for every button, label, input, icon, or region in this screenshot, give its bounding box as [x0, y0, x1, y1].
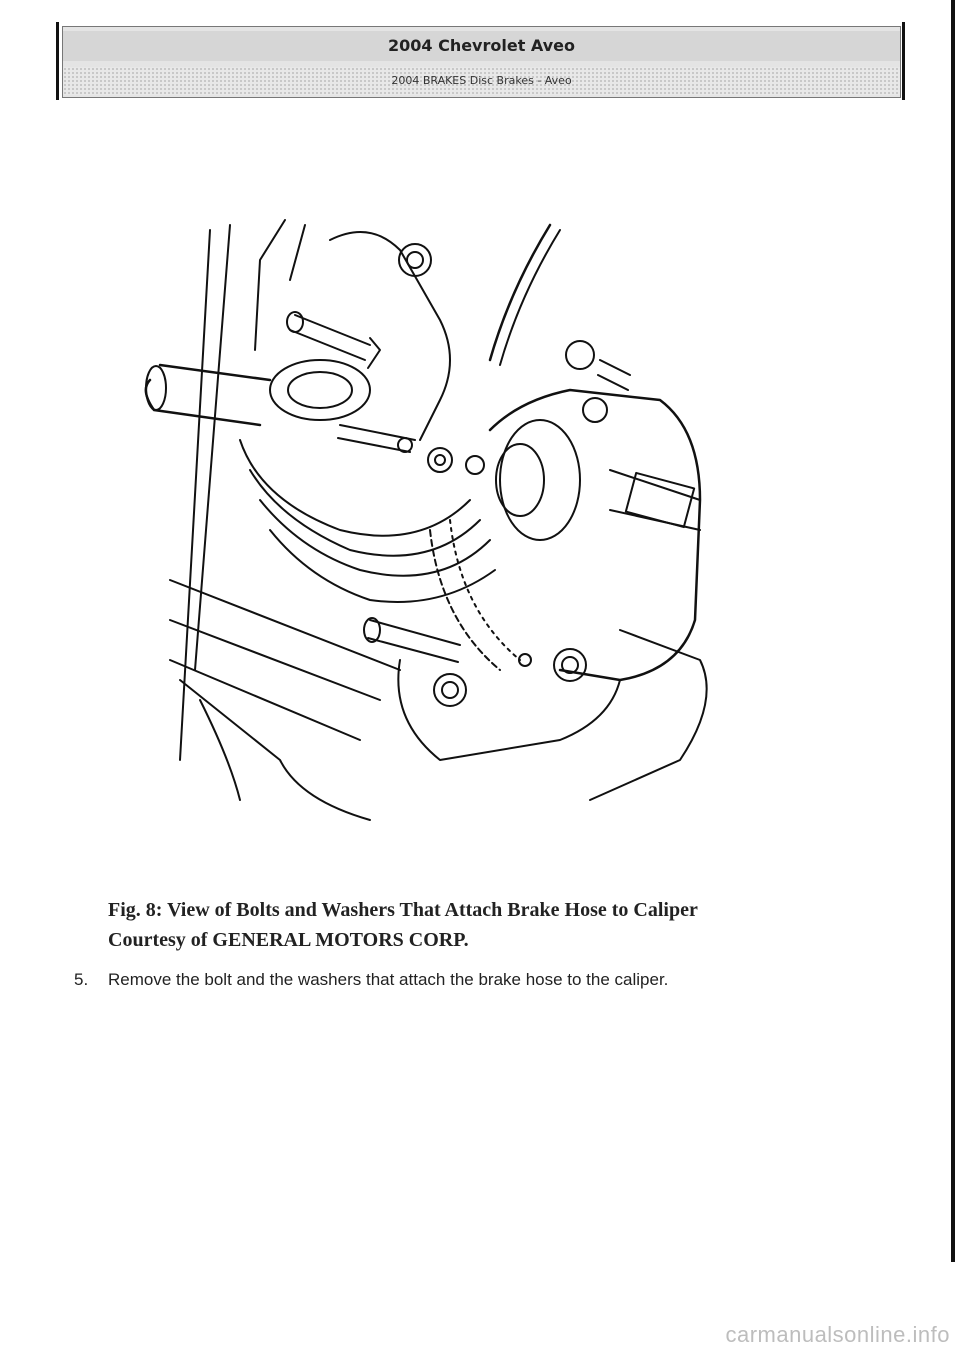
procedure-step: [74, 968, 834, 992]
brake-caliper-illustration: [140, 200, 740, 840]
figure-caption: [108, 895, 828, 955]
page-header: [62, 26, 901, 98]
header-frame-right: [902, 22, 905, 100]
figure-caption-credit: Courtesy of GENERAL MOTORS CORP.: [108, 929, 469, 951]
step-text: Remove the bolt and the washers that attach the brake hose to the caliper.: [108, 970, 669, 989]
step-number: 5.: [74, 970, 89, 989]
header-subtitle: 2004 BRAKES Disc Brakes - Aveo: [63, 67, 900, 95]
header-title: 2004 Chevrolet Aveo: [63, 31, 900, 61]
header-frame-left: [56, 22, 59, 100]
page-edge-border: [951, 0, 955, 1262]
watermark: carmanualsonline.info: [725, 1322, 950, 1347]
figure-caption-title: Fig. 8: View of Bolts and Washers That Attach Brake Hose to Caliper: [108, 899, 698, 921]
